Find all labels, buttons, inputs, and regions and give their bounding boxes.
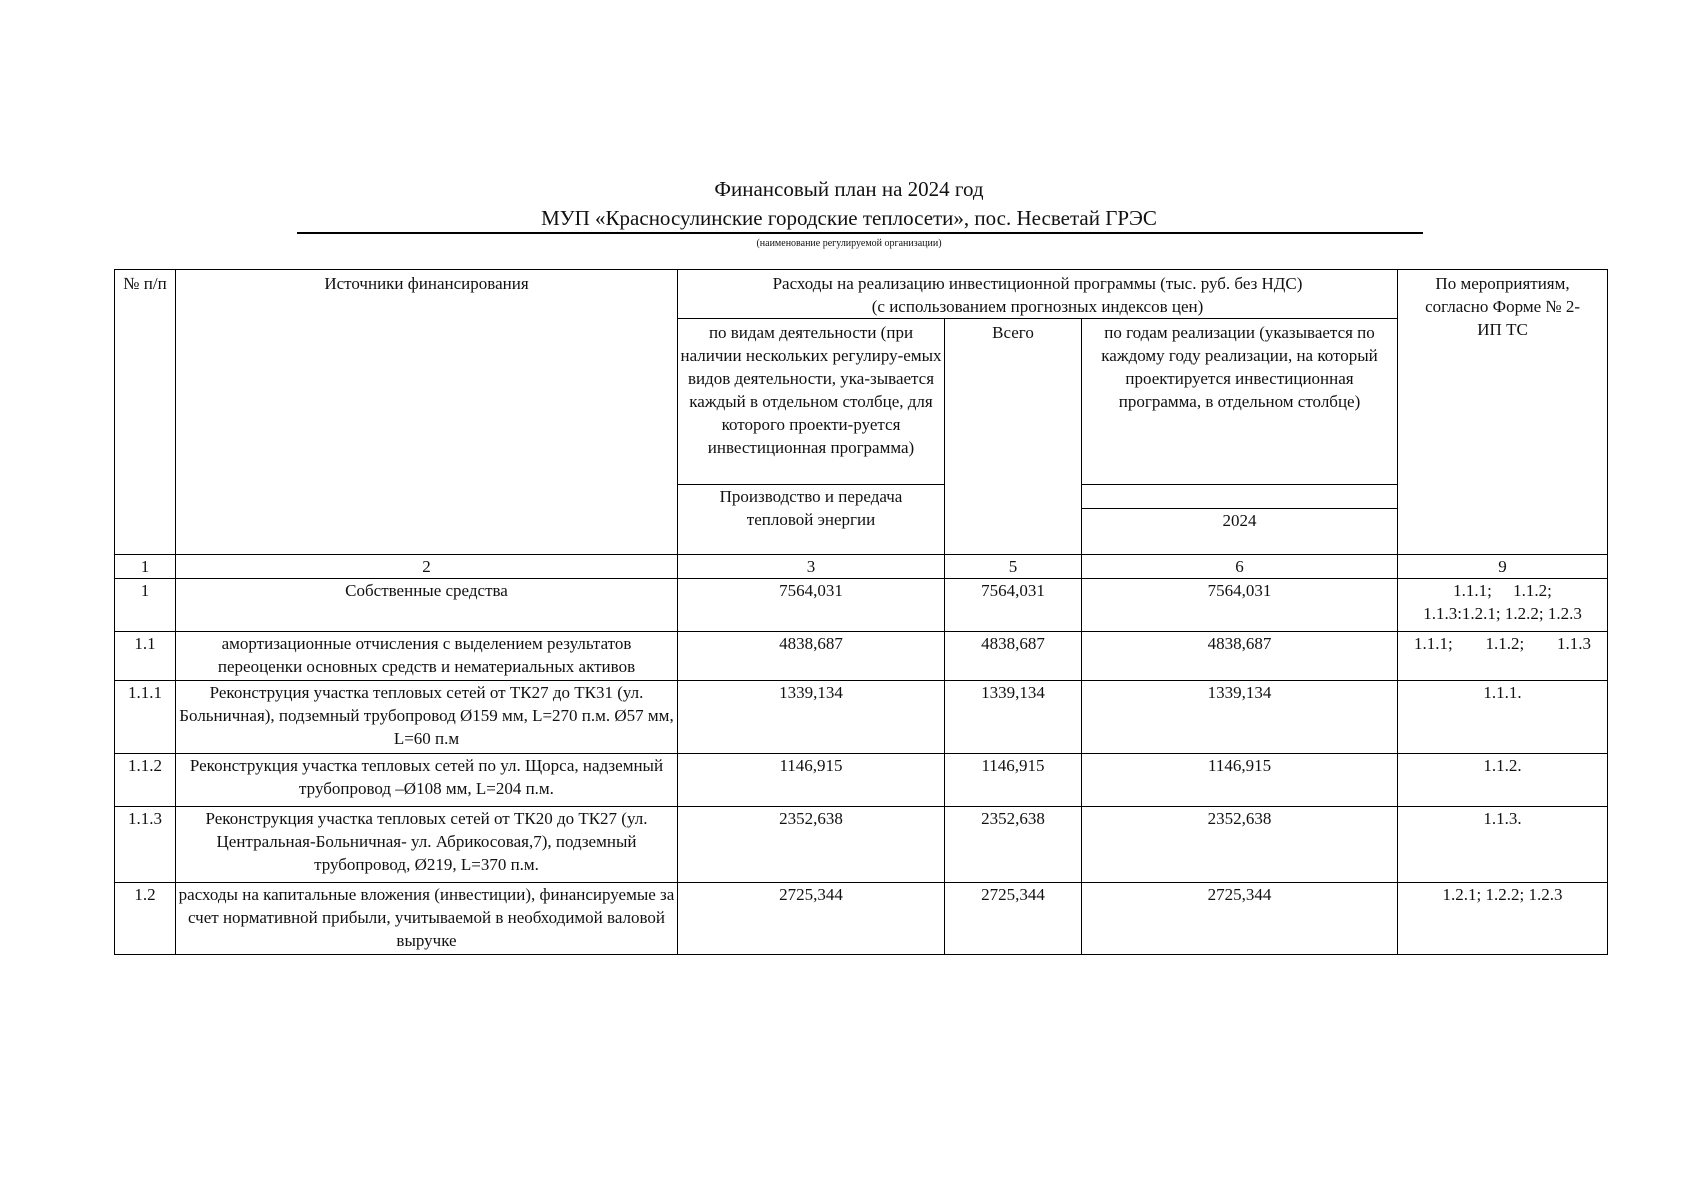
row-source: Собственные средства bbox=[176, 579, 678, 632]
col-number: 2 bbox=[176, 555, 678, 579]
table-row bbox=[115, 681, 1608, 754]
table-row bbox=[115, 632, 1608, 681]
header-year-2024: 2024 bbox=[1082, 509, 1398, 555]
row-num: 1.1.2 bbox=[115, 754, 176, 807]
header-by-years: по годам реализации (указывается по каждому году реализации, на который проектируется инвестиционная программа, в отдельном столбце) bbox=[1082, 319, 1398, 485]
row-year-value: 1146,915 bbox=[1082, 754, 1398, 807]
row-total-value: 1339,134 bbox=[945, 681, 1082, 754]
table-row bbox=[115, 754, 1608, 807]
row-activity-value: 2725,344 bbox=[678, 883, 945, 955]
row-total-value: 1146,915 bbox=[945, 754, 1082, 807]
row-activity-value: 4838,687 bbox=[678, 632, 945, 681]
row-activity-value: 1146,915 bbox=[678, 754, 945, 807]
row-year-value: 2352,638 bbox=[1082, 807, 1398, 883]
row-year-value: 1339,134 bbox=[1082, 681, 1398, 754]
organization-underline bbox=[297, 232, 1423, 234]
header-expenses-line2: (с использованием прогнозных индексов цен) bbox=[871, 297, 1204, 316]
row-source: Реконструкция участка тепловых сетей по ул. Щорса, надземный трубопровод –Ø108 мм, L=204 п.м. bbox=[176, 754, 678, 807]
row-num: 1.1 bbox=[115, 632, 176, 681]
col-number: 3 bbox=[678, 555, 945, 579]
row-num: 1 bbox=[115, 579, 176, 632]
header-expenses-line1: Расходы на реализацию инвестиционной программы (тыс. руб. без НДС) bbox=[772, 274, 1303, 293]
row-num: 1.1.1 bbox=[115, 681, 176, 754]
header-years-empty bbox=[1082, 485, 1398, 509]
header-expenses bbox=[678, 270, 1398, 319]
organization-caption: (наименование регулируемой организации) bbox=[756, 238, 942, 249]
row-year-value: 7564,031 bbox=[1082, 579, 1398, 632]
row-source: Реконструция участка тепловых сетей от ТК27 до ТК31 (ул. Больничная), подземный трубопровод Ø159 мм, L=270 п.м. Ø57 мм, L=60 п.м bbox=[176, 681, 678, 754]
row-activity-value: 7564,031 bbox=[678, 579, 945, 632]
col-number: 1 bbox=[115, 555, 176, 579]
row-num: 1.2 bbox=[115, 883, 176, 955]
header-num: № п/п bbox=[115, 270, 176, 555]
header-measures: По мероприятиям, согласно Форме № 2-ИП ТС bbox=[1398, 270, 1608, 555]
col-number: 5 bbox=[945, 555, 1082, 579]
row-measures bbox=[1398, 579, 1608, 632]
row-source: Реконструкция участка тепловых сетей от ТК20 до ТК27 (ул. Центральная-Больничная- ул. Абрикосовая,7), подземный трубопровод, Ø219, L=370 п.м. bbox=[176, 807, 678, 883]
header-by-activity: по видам деятельности (при наличии нескольких регулиру-емых видов деятельности, ука-зывается каждый в отдельном столбце, для которого проекти-руется инвестиционная программа) bbox=[678, 319, 945, 485]
table-row bbox=[115, 883, 1608, 955]
row-measure-item: 1.1.1; bbox=[1414, 634, 1453, 653]
row-total-value: 4838,687 bbox=[945, 632, 1082, 681]
row-measure-item: 1.1.3 bbox=[1557, 634, 1592, 653]
row-activity-value: 2352,638 bbox=[678, 807, 945, 883]
document-title: Финансовый план на 2024 год bbox=[714, 177, 984, 201]
row-measures bbox=[1398, 632, 1608, 681]
row-measures: 1.1.3. bbox=[1398, 807, 1608, 883]
organization-name: МУП «Красносулинские городские теплосети», пос. Несветай ГРЭС bbox=[541, 206, 1157, 230]
row-measure-item: 1.1.2; bbox=[1485, 634, 1525, 653]
table-row bbox=[115, 579, 1608, 632]
row-activity-value: 1339,134 bbox=[678, 681, 945, 754]
row-measures: 1.1.2. bbox=[1398, 754, 1608, 807]
row-measures-line2: 1.1.3:1.2.1; 1.2.2; 1.2.3 bbox=[1423, 604, 1582, 623]
row-source: амортизационные отчисления с выделением результатов переоценки основных средств и нематериальных активов bbox=[176, 632, 678, 681]
financial-plan-table bbox=[114, 269, 1608, 955]
row-year-value: 2725,344 bbox=[1082, 883, 1398, 955]
row-source: расходы на капитальные вложения (инвестиции), финансируемые за счет нормативной прибыли, учитываемой в необходимой валовой выручке bbox=[176, 883, 678, 955]
row-total-value: 2352,638 bbox=[945, 807, 1082, 883]
row-measures-line1: 1.1.1; 1.1.2; bbox=[1453, 581, 1552, 600]
header-activity-name: Производство и передача тепловой энергии bbox=[678, 485, 945, 555]
col-number: 6 bbox=[1082, 555, 1398, 579]
row-total-value: 7564,031 bbox=[945, 579, 1082, 632]
col-number: 9 bbox=[1398, 555, 1608, 579]
row-num: 1.1.3 bbox=[115, 807, 176, 883]
header-total: Всего bbox=[945, 319, 1082, 555]
table-row bbox=[115, 807, 1608, 883]
row-measures: 1.1.1. bbox=[1398, 681, 1608, 754]
row-year-value: 4838,687 bbox=[1082, 632, 1398, 681]
header-sources: Источники финансирования bbox=[176, 270, 678, 555]
row-measures: 1.2.1; 1.2.2; 1.2.3 bbox=[1398, 883, 1608, 955]
row-total-value: 2725,344 bbox=[945, 883, 1082, 955]
